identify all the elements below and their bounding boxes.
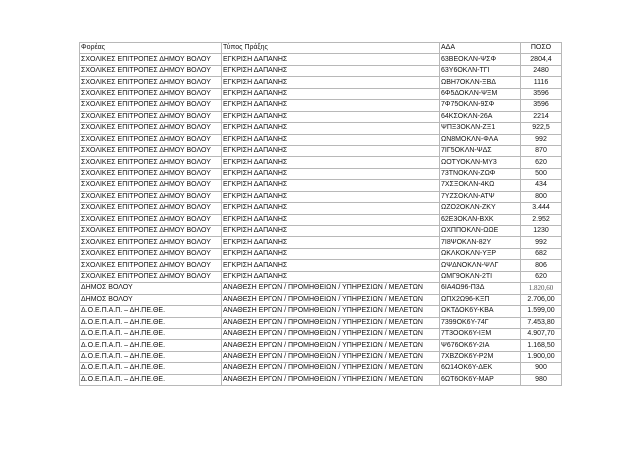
table-row	[80, 134, 562, 145]
table-row	[80, 214, 562, 225]
table-header	[80, 43, 562, 54]
document-page	[79, 42, 561, 386]
amount-cell: 900	[521, 363, 562, 374]
act-type-cell: ΕΓΚΡΙΣΗ ΔΑΠΑΝΗΣ	[222, 77, 440, 88]
amount-cell: 682	[521, 248, 562, 259]
act-type-cell: ΕΓΚΡΙΣΗ ΔΑΠΑΝΗΣ	[222, 214, 440, 225]
table-row	[80, 328, 562, 339]
agency-cell: ΣΧΟΛΙΚΕΣ ΕΠΙΤΡΟΠΕΣ ΔΗΜΟΥ ΒΟΛΟΥ	[80, 203, 222, 214]
table-row	[80, 260, 562, 271]
agency-cell: ΣΧΟΛΙΚΕΣ ΕΠΙΤΡΟΠΕΣ ΔΗΜΟΥ ΒΟΛΟΥ	[80, 111, 222, 122]
table-row	[80, 191, 562, 202]
agency-cell: ΣΧΟΛΙΚΕΣ ΕΠΙΤΡΟΠΕΣ ΔΗΜΟΥ ΒΟΛΟΥ	[80, 271, 222, 282]
spending-table	[79, 42, 562, 386]
ada-cell: ΩΒΗ7ΟΚΛΝ-ΞΒΔ	[440, 77, 521, 88]
header-agency: Φορέας	[80, 43, 222, 54]
amount-cell: 3596	[521, 100, 562, 111]
table-row	[80, 65, 562, 76]
table-row	[80, 363, 562, 374]
amount-cell: 1.599,00	[521, 306, 562, 317]
table-row	[80, 237, 562, 248]
ada-cell: 7ΙΓ5ΟΚΛΝ-ΨΔΣ	[440, 145, 521, 156]
amount-cell: 4.907,70	[521, 328, 562, 339]
amount-cell: 870	[521, 145, 562, 156]
table-row	[80, 306, 562, 317]
header-amount: ΠΟΣΟ	[521, 43, 562, 54]
amount-cell: 992	[521, 134, 562, 145]
act-type-cell: ΑΝΑΘΕΣΗ ΕΡΓΩΝ / ΠΡΟΜΗΘΕΙΩΝ / ΥΠΗΡΕΣΙΩΝ / ΜΕΛΕΤΩΝ	[222, 294, 440, 305]
ada-cell: 7ΧΒΖΟΚ6Υ-Ρ2Μ	[440, 351, 521, 362]
amount-cell: 1116	[521, 77, 562, 88]
amount-cell: 2804,4	[521, 54, 562, 65]
amount-cell: 980	[521, 374, 562, 385]
amount-cell: 620	[521, 271, 562, 282]
act-type-cell: ΕΓΚΡΙΣΗ ΔΑΠΑΝΗΣ	[222, 180, 440, 191]
amount-cell: 2480	[521, 65, 562, 76]
agency-cell: ΣΧΟΛΙΚΕΣ ΕΠΙΤΡΟΠΕΣ ΔΗΜΟΥ ΒΟΛΟΥ	[80, 168, 222, 179]
act-type-cell: ΕΓΚΡΙΣΗ ΔΑΠΑΝΗΣ	[222, 100, 440, 111]
table-row	[80, 111, 562, 122]
header-row	[80, 43, 562, 54]
ada-cell: ΩΟΤΥΟΚΛΝ-ΜΥ3	[440, 157, 521, 168]
table-body	[80, 54, 562, 386]
table-row	[80, 317, 562, 328]
amount-cell: 7.453,80	[521, 317, 562, 328]
act-type-cell: ΕΓΚΡΙΣΗ ΔΑΠΑΝΗΣ	[222, 134, 440, 145]
act-type-cell: ΕΓΚΡΙΣΗ ΔΑΠΑΝΗΣ	[222, 123, 440, 134]
table-row	[80, 203, 562, 214]
ada-cell: 62Ε3ΟΚΛΝ-ΒΧΚ	[440, 214, 521, 225]
table-row	[80, 226, 562, 237]
table-row	[80, 123, 562, 134]
amount-cell: 2214	[521, 111, 562, 122]
ada-cell: ΩΚΤΔΟΚ6Υ-ΚΒΑ	[440, 306, 521, 317]
agency-cell: ΣΧΟΛΙΚΕΣ ΕΠΙΤΡΟΠΕΣ ΔΗΜΟΥ ΒΟΛΟΥ	[80, 54, 222, 65]
ada-cell: 6Φ5ΔΟΚΛΝ-ΨΞΜ	[440, 88, 521, 99]
act-type-cell: ΕΓΚΡΙΣΗ ΔΑΠΑΝΗΣ	[222, 65, 440, 76]
amount-cell: 992	[521, 237, 562, 248]
table-row	[80, 77, 562, 88]
act-type-cell: ΕΓΚΡΙΣΗ ΔΑΠΑΝΗΣ	[222, 237, 440, 248]
table-row	[80, 145, 562, 156]
agency-cell: Δ.Ο.Ε.Π.Α.Π. – ΔΗ.ΠΕ.ΘΕ.	[80, 317, 222, 328]
amount-cell: 2.706,00	[521, 294, 562, 305]
act-type-cell: ΑΝΑΘΕΣΗ ΕΡΓΩΝ / ΠΡΟΜΗΘΕΙΩΝ / ΥΠΗΡΕΣΙΩΝ / ΜΕΛΕΤΩΝ	[222, 363, 440, 374]
ada-cell: 73ΤΝΟΚΛΝ-ΖΩΦ	[440, 168, 521, 179]
agency-cell: Δ.Ο.Ε.Π.Α.Π. – ΔΗ.ΠΕ.ΘΕ.	[80, 328, 222, 339]
agency-cell: Δ.Ο.Ε.Π.Α.Π. – ΔΗ.ΠΕ.ΘΕ.	[80, 351, 222, 362]
table-row	[80, 340, 562, 351]
act-type-cell: ΕΓΚΡΙΣΗ ΔΑΠΑΝΗΣ	[222, 191, 440, 202]
act-type-cell: ΑΝΑΘΕΣΗ ΕΡΓΩΝ / ΠΡΟΜΗΘΕΙΩΝ / ΥΠΗΡΕΣΙΩΝ / ΜΕΛΕΤΩΝ	[222, 317, 440, 328]
agency-cell: ΔΗΜΟΣ ΒΟΛΟΥ	[80, 294, 222, 305]
agency-cell: Δ.Ο.Ε.Π.Α.Π. – ΔΗ.ΠΕ.ΘΕ.	[80, 363, 222, 374]
act-type-cell: ΑΝΑΘΕΣΗ ΕΡΓΩΝ / ΠΡΟΜΗΘΕΙΩΝ / ΥΠΗΡΕΣΙΩΝ / ΜΕΛΕΤΩΝ	[222, 283, 440, 294]
table-row	[80, 374, 562, 385]
agency-cell: ΣΧΟΛΙΚΕΣ ΕΠΙΤΡΟΠΕΣ ΔΗΜΟΥ ΒΟΛΟΥ	[80, 248, 222, 259]
agency-cell: ΣΧΟΛΙΚΕΣ ΕΠΙΤΡΟΠΕΣ ΔΗΜΟΥ ΒΟΛΟΥ	[80, 226, 222, 237]
agency-cell: Δ.Ο.Ε.Π.Α.Π. – ΔΗ.ΠΕ.ΘΕ.	[80, 374, 222, 385]
ada-cell: ΩΨΔΝΟΚΛΝ-ΨΛΓ	[440, 260, 521, 271]
amount-cell: 3.444	[521, 203, 562, 214]
ada-cell: 7Φ75ΟΚΛΝ-9ΣΦ	[440, 100, 521, 111]
agency-cell: ΔΗΜΟΣ ΒΟΛΟΥ	[80, 283, 222, 294]
act-type-cell: ΕΓΚΡΙΣΗ ΔΑΠΑΝΗΣ	[222, 168, 440, 179]
act-type-cell: ΑΝΑΘΕΣΗ ΕΡΓΩΝ / ΠΡΟΜΗΘΕΙΩΝ / ΥΠΗΡΕΣΙΩΝ / ΜΕΛΕΤΩΝ	[222, 328, 440, 339]
agency-cell: ΣΧΟΛΙΚΕΣ ΕΠΙΤΡΟΠΕΣ ΔΗΜΟΥ ΒΟΛΟΥ	[80, 260, 222, 271]
agency-cell: ΣΧΟΛΙΚΕΣ ΕΠΙΤΡΟΠΕΣ ΔΗΜΟΥ ΒΟΛΟΥ	[80, 123, 222, 134]
agency-cell: ΣΧΟΛΙΚΕΣ ΕΠΙΤΡΟΠΕΣ ΔΗΜΟΥ ΒΟΛΟΥ	[80, 134, 222, 145]
table-row	[80, 157, 562, 168]
act-type-cell: ΕΓΚΡΙΣΗ ΔΑΠΑΝΗΣ	[222, 248, 440, 259]
ada-cell: ΩΚΛΚΟΚΛΝ-ΥΞΡ	[440, 248, 521, 259]
ada-cell: ΩΧΠΠΟΚΛΝ-ΩΩΕ	[440, 226, 521, 237]
act-type-cell: ΕΓΚΡΙΣΗ ΔΑΠΑΝΗΣ	[222, 226, 440, 237]
amount-cell: 3596	[521, 88, 562, 99]
act-type-cell: ΕΓΚΡΙΣΗ ΔΑΠΑΝΗΣ	[222, 111, 440, 122]
act-type-cell: ΕΓΚΡΙΣΗ ΔΑΠΑΝΗΣ	[222, 54, 440, 65]
header-ada: ΑΔΑ	[440, 43, 521, 54]
ada-cell: 6ΙΑ4Ω96-Π3Δ	[440, 283, 521, 294]
table-row	[80, 248, 562, 259]
ada-cell: ΨΠΞ3ΟΚΛΝ-ΖΞ1	[440, 123, 521, 134]
agency-cell: ΣΧΟΛΙΚΕΣ ΕΠΙΤΡΟΠΕΣ ΔΗΜΟΥ ΒΟΛΟΥ	[80, 191, 222, 202]
ada-cell: 63Υ6ΟΚΛΝ-ΤΓΙ	[440, 65, 521, 76]
table-row	[80, 168, 562, 179]
table-row	[80, 54, 562, 65]
table-row	[80, 100, 562, 111]
act-type-cell: ΕΓΚΡΙΣΗ ΔΑΠΑΝΗΣ	[222, 88, 440, 99]
amount-cell: 620	[521, 157, 562, 168]
agency-cell: ΣΧΟΛΙΚΕΣ ΕΠΙΤΡΟΠΕΣ ΔΗΜΟΥ ΒΟΛΟΥ	[80, 88, 222, 99]
table-row	[80, 294, 562, 305]
agency-cell: ΣΧΟΛΙΚΕΣ ΕΠΙΤΡΟΠΕΣ ΔΗΜΟΥ ΒΟΛΟΥ	[80, 65, 222, 76]
act-type-cell: ΑΝΑΘΕΣΗ ΕΡΓΩΝ / ΠΡΟΜΗΘΕΙΩΝ / ΥΠΗΡΕΣΙΩΝ / ΜΕΛΕΤΩΝ	[222, 306, 440, 317]
ada-cell: ΩΜΓ9ΟΚΛΝ-2ΤΙ	[440, 271, 521, 282]
agency-cell: ΣΧΟΛΙΚΕΣ ΕΠΙΤΡΟΠΕΣ ΔΗΜΟΥ ΒΟΛΟΥ	[80, 237, 222, 248]
ada-cell: 7ΧΣΞΟΚΛΝ-4ΚΩ	[440, 180, 521, 191]
ada-cell: 7Ι8ΨΟΚΛΝ-82Υ	[440, 237, 521, 248]
amount-cell: 806	[521, 260, 562, 271]
agency-cell: ΣΧΟΛΙΚΕΣ ΕΠΙΤΡΟΠΕΣ ΔΗΜΟΥ ΒΟΛΟΥ	[80, 77, 222, 88]
act-type-cell: ΕΓΚΡΙΣΗ ΔΑΠΑΝΗΣ	[222, 271, 440, 282]
act-type-cell: ΑΝΑΘΕΣΗ ΕΡΓΩΝ / ΠΡΟΜΗΘΕΙΩΝ / ΥΠΗΡΕΣΙΩΝ / ΜΕΛΕΤΩΝ	[222, 340, 440, 351]
header-act-type: Τύπος Πράξης	[222, 43, 440, 54]
agency-cell: ΣΧΟΛΙΚΕΣ ΕΠΙΤΡΟΠΕΣ ΔΗΜΟΥ ΒΟΛΟΥ	[80, 100, 222, 111]
ada-cell: 7Τ3ΟΟΚ6Υ-ΙΞΜ	[440, 328, 521, 339]
table-row	[80, 271, 562, 282]
amount-cell: 1.900,00	[521, 351, 562, 362]
act-type-cell: ΕΓΚΡΙΣΗ ΔΑΠΑΝΗΣ	[222, 145, 440, 156]
amount-cell: 800	[521, 191, 562, 202]
amount-cell: 1.168,50	[521, 340, 562, 351]
agency-cell: Δ.Ο.Ε.Π.Α.Π. – ΔΗ.ΠΕ.ΘΕ.	[80, 306, 222, 317]
act-type-cell: ΕΓΚΡΙΣΗ ΔΑΠΑΝΗΣ	[222, 260, 440, 271]
ada-cell: 6Ω14ΟΚ6Υ-ΔΕΚ	[440, 363, 521, 374]
agency-cell: ΣΧΟΛΙΚΕΣ ΕΠΙΤΡΟΠΕΣ ΔΗΜΟΥ ΒΟΛΟΥ	[80, 157, 222, 168]
ada-cell: 63ΒΕΟΚΛΝ-ΨΣΦ	[440, 54, 521, 65]
table-row	[80, 88, 562, 99]
ada-cell: ΩΖΟ2ΟΚΛΝ-ΖΚΥ	[440, 203, 521, 214]
act-type-cell: ΕΓΚΡΙΣΗ ΔΑΠΑΝΗΣ	[222, 203, 440, 214]
amount-cell: 500	[521, 168, 562, 179]
table-row	[80, 283, 562, 294]
ada-cell: ΩΝ8ΜΟΚΛΝ-ΦΛΑ	[440, 134, 521, 145]
ada-cell: 64ΚΣΟΚΛΝ-26Α	[440, 111, 521, 122]
amount-cell: 922,5	[521, 123, 562, 134]
agency-cell: Δ.Ο.Ε.Π.Α.Π. – ΔΗ.ΠΕ.ΘΕ.	[80, 340, 222, 351]
table-row	[80, 351, 562, 362]
agency-cell: ΣΧΟΛΙΚΕΣ ΕΠΙΤΡΟΠΕΣ ΔΗΜΟΥ ΒΟΛΟΥ	[80, 214, 222, 225]
amount-cell: 1.820,60	[521, 283, 562, 294]
agency-cell: ΣΧΟΛΙΚΕΣ ΕΠΙΤΡΟΠΕΣ ΔΗΜΟΥ ΒΟΛΟΥ	[80, 145, 222, 156]
act-type-cell: ΕΓΚΡΙΣΗ ΔΑΠΑΝΗΣ	[222, 157, 440, 168]
act-type-cell: ΑΝΑΘΕΣΗ ΕΡΓΩΝ / ΠΡΟΜΗΘΕΙΩΝ / ΥΠΗΡΕΣΙΩΝ / ΜΕΛΕΤΩΝ	[222, 351, 440, 362]
amount-cell: 1230	[521, 226, 562, 237]
ada-cell: ΩΠΧ2Ω96-ΚΞΠ	[440, 294, 521, 305]
ada-cell: 7ΥΖΣΟΚΛΝ-ΑΤΨ	[440, 191, 521, 202]
ada-cell: Ψ676ΟΚ6Υ-2ΙΑ	[440, 340, 521, 351]
ada-cell: 6ΩΤ6ΟΚ6Υ-ΜΑΡ	[440, 374, 521, 385]
agency-cell: ΣΧΟΛΙΚΕΣ ΕΠΙΤΡΟΠΕΣ ΔΗΜΟΥ ΒΟΛΟΥ	[80, 180, 222, 191]
ada-cell: 7399ΟΚ6Υ-74Γ	[440, 317, 521, 328]
act-type-cell: ΑΝΑΘΕΣΗ ΕΡΓΩΝ / ΠΡΟΜΗΘΕΙΩΝ / ΥΠΗΡΕΣΙΩΝ / ΜΕΛΕΤΩΝ	[222, 374, 440, 385]
amount-cell: 434	[521, 180, 562, 191]
table-row	[80, 180, 562, 191]
amount-cell: 2.952	[521, 214, 562, 225]
